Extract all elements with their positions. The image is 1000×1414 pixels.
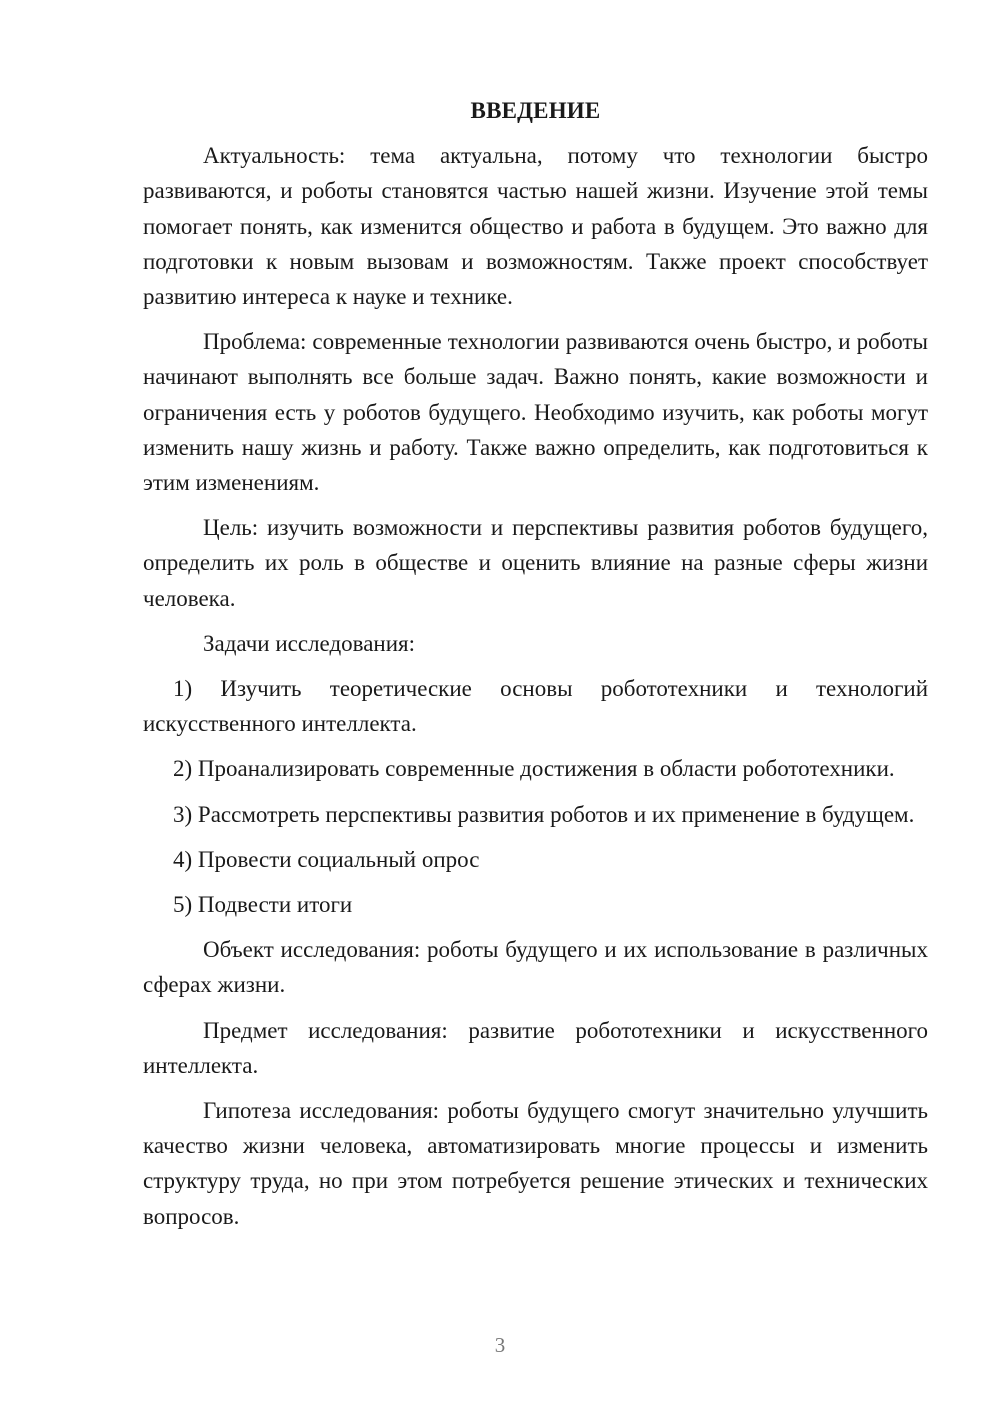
tasks-label: Задачи исследования: bbox=[203, 630, 416, 656]
goal-paragraph: Цель: изучить возможности и перспективы развития роботов будущего, определить их роль в обществе и оценить влияние на разные сферы жизни человека. bbox=[143, 515, 928, 611]
object-paragraph: Объект исследования: роботы будущего и их использование в различных сферах жизни. bbox=[143, 937, 928, 998]
subject-paragraph: Предмет исследования: развитие робототехники и искусственного интеллекта. bbox=[143, 1017, 928, 1078]
page-number: 3 bbox=[494, 1333, 506, 1357]
hypothesis-paragraph: Гипотеза исследования: роботы будущего смогут значительно улучшить качество жизни человека, автоматизировать многие процессы и изменить структуру труда, но при этом потребуется решение этических и технических вопросов. bbox=[143, 1098, 928, 1229]
section-heading: ВВЕДЕНИЕ bbox=[470, 98, 601, 123]
problem-paragraph: Проблема: современные технологии развиваются очень быстро, и роботы начинают выполнять все больше задач. Важно понять, какие возможности и ограничения есть у роботов будущего. Необходимо изучить, как роботы могут изменить нашу жизнь и работу. Также важно определить, как подготовиться к этим изменениям. bbox=[143, 329, 928, 496]
page-content bbox=[143, 93, 928, 1244]
task-item-3: 3) Рассмотреть перспективы развития роботов и их применение в будущем. bbox=[173, 801, 915, 827]
task-item-4: 4) Провести социальный опрос bbox=[173, 846, 480, 872]
task-item-5: 5) Подвести итоги bbox=[173, 892, 353, 918]
task-item-2: 2) Проанализировать современные достижения в области робототехники. bbox=[173, 756, 895, 782]
relevance-paragraph: Актуальность: тема актуальна, потому что технологии быстро развиваются, и роботы становятся частью нашей жизни. Изучение этой темы помогает понять, как изменится общество и работа в будущем. Это важно для подготовки к новым вызовам и возможностям. Также проект способствует развитию интереса к науке и технике. bbox=[143, 143, 928, 310]
task-item-1: 1) Изучить теоретические основы робототехники и технологий искусственного интеллекта. bbox=[143, 676, 928, 737]
